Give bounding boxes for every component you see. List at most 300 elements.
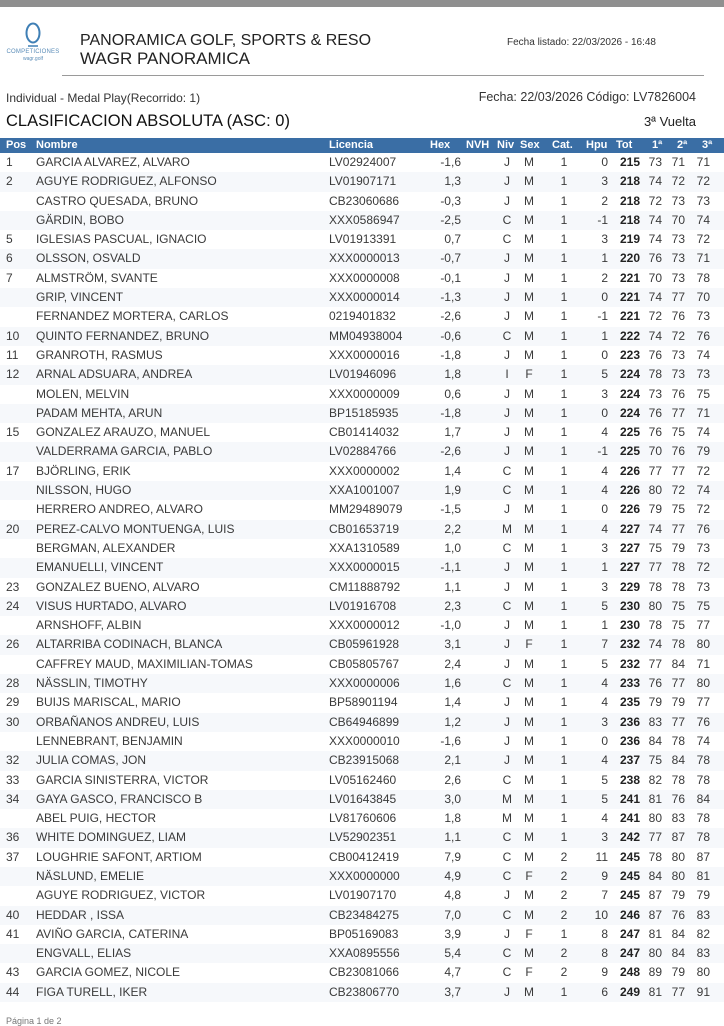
cell-name: GARCIA ALVAREZ, ALVARO: [36, 155, 190, 169]
cell-hex: 1,1: [444, 579, 461, 594]
cell-cat: 1: [560, 637, 568, 652]
header-hpu[interactable]: Hpu: [586, 139, 608, 151]
cell-cat: 1: [560, 521, 568, 536]
cell-round-3: 77: [696, 695, 710, 710]
cell-license: CB23081066: [329, 965, 400, 980]
cell-total: 246: [619, 907, 640, 922]
table-row: [0, 269, 724, 288]
cell-round-2: 70: [671, 212, 685, 227]
cell-name: GÄRDIN, BOBO: [36, 212, 125, 227]
header-tot[interactable]: Tot: [616, 139, 633, 151]
top-bar: [0, 0, 724, 7]
cell-sex: F: [525, 868, 533, 883]
cell-niv: J: [504, 290, 510, 305]
table-row: [0, 771, 724, 790]
round-label: 3ª Vuelta: [643, 114, 696, 129]
table-row: [0, 963, 724, 982]
cell-hex: 1,0: [444, 540, 461, 555]
cell-round-3: 72: [696, 560, 710, 575]
cell-round-3: 74: [696, 347, 710, 362]
cell-license: XXX0000013: [329, 251, 400, 266]
cell-hex: 1,8: [444, 811, 461, 826]
cell-round-2: 76: [671, 907, 685, 922]
cell-name: LOUGHRIE SAFONT, ARTIOM: [36, 849, 202, 864]
cell-sex: M: [524, 463, 534, 478]
cell-total: 226: [619, 463, 640, 478]
cell-license: XXX0000000: [329, 868, 400, 883]
cell-niv: J: [504, 926, 510, 941]
cell-round-3: 78: [696, 753, 710, 768]
cell-sex: M: [524, 676, 534, 691]
cell-hpu: 0: [601, 347, 608, 362]
cell-round-1: 74: [648, 174, 662, 189]
cell-name: NILSSON, HUGO: [36, 483, 132, 498]
cell-cat: 1: [560, 618, 568, 633]
cell-name: GARCIA GOMEZ, NICOLE: [36, 965, 181, 980]
cell-round-1: 78: [648, 367, 662, 382]
cell-sex: F: [525, 367, 533, 382]
cell-hpu: -1: [597, 309, 608, 324]
table-row: [0, 346, 724, 365]
cell-name: ALMSTRÖM, SVANTE: [36, 270, 158, 285]
table-row: [0, 635, 724, 654]
date-code: Fecha: 22/03/2026 Código: LV7826004: [478, 90, 696, 104]
cell-hex: 3,1: [444, 637, 461, 652]
cell-niv: C: [502, 907, 512, 922]
cell-round-2: 73: [671, 193, 685, 208]
cell-sex: M: [524, 618, 534, 633]
cell-round-3: 75: [696, 386, 710, 401]
cell-hpu: 4: [601, 521, 608, 536]
cell-hex: 4,9: [444, 868, 461, 883]
cell-license: LV81760606: [329, 811, 397, 826]
cell-hpu: 3: [601, 714, 608, 729]
cell-round-3: 78: [696, 772, 710, 787]
cell-niv: I: [505, 367, 509, 382]
cell-license: CB00412419: [329, 849, 400, 864]
cell-round-1: 83: [648, 714, 662, 729]
cell-round-3: 79: [696, 444, 710, 459]
cell-cat: 1: [560, 193, 568, 208]
cell-sex: M: [524, 521, 534, 536]
cell-pos: 12: [6, 367, 20, 382]
cell-niv: J: [504, 714, 510, 729]
cell-hex: 1,4: [444, 695, 461, 710]
cell-niv: M: [502, 791, 512, 806]
cell-niv: C: [502, 676, 512, 691]
table-row: [0, 172, 724, 191]
cell-name: ARNAL ADSUARA, ANDREA: [36, 367, 193, 382]
table-row: [0, 751, 724, 770]
header-sex[interactable]: Sex: [520, 139, 540, 151]
cell-round-3: 80: [696, 965, 710, 980]
cell-hpu: 1: [601, 560, 608, 575]
cell-hpu: -1: [597, 212, 608, 227]
cell-round-3: 71: [696, 155, 710, 169]
cell-name: ENGVALL, ELIAS: [36, 946, 132, 961]
cell-hex: 2,6: [444, 772, 461, 787]
cell-total: 224: [619, 367, 640, 382]
cell-niv: J: [504, 579, 510, 594]
cell-license: XXX0000002: [329, 463, 400, 478]
cell-total: 224: [619, 386, 640, 401]
cell-name: GARCIA SINISTERRA, VICTOR: [36, 772, 209, 787]
cell-round-3: 71: [696, 656, 710, 671]
cell-niv: J: [504, 193, 510, 208]
cell-round-3: 73: [696, 309, 710, 324]
cell-round-2: 77: [671, 676, 685, 691]
cell-cat: 1: [560, 483, 568, 498]
cell-hpu: 5: [601, 791, 608, 806]
cell-sex: M: [524, 405, 534, 420]
cell-total: 218: [619, 193, 640, 208]
list-date: Fecha listado: 22/03/2026 - 16:48: [507, 37, 656, 48]
cell-niv: J: [504, 733, 510, 748]
cell-round-1: 79: [648, 502, 662, 517]
cell-round-2: 77: [671, 290, 685, 305]
header-license[interactable]: Licencia: [329, 139, 374, 151]
cell-name: HERRERO ANDREO, ALVARO: [36, 502, 203, 517]
classification-title: CLASIFICACION ABSOLUTA (ASC: 0): [6, 112, 290, 130]
cell-hpu: 0: [601, 155, 608, 169]
cell-hpu: 5: [601, 598, 608, 613]
cell-cat: 1: [560, 598, 568, 613]
cell-round-3: 72: [696, 174, 710, 189]
cell-round-1: 76: [648, 676, 662, 691]
cell-total: 229: [619, 579, 640, 594]
cell-license: BP58901194: [329, 695, 398, 710]
cell-round-3: 74: [696, 483, 710, 498]
table-header: [0, 138, 724, 153]
cell-cat: 1: [560, 733, 568, 748]
cell-hpu: 3: [601, 386, 608, 401]
cell-cat: 1: [560, 772, 568, 787]
header-round-3[interactable]: 3ª: [702, 139, 713, 151]
cell-round-1: 82: [648, 772, 662, 787]
cell-round-1: 80: [648, 598, 662, 613]
cell-license: XXA1001007: [329, 483, 400, 498]
cell-round-1: 76: [648, 425, 662, 440]
cell-round-1: 87: [648, 888, 662, 903]
cell-hex: 1,7: [444, 425, 461, 440]
cell-sex: M: [524, 946, 534, 961]
cell-license: LV52902351: [329, 830, 397, 845]
table-row: [0, 828, 724, 847]
cell-pos: 1: [6, 155, 13, 169]
cell-cat: 1: [560, 676, 568, 691]
cell-license: CB05961928: [329, 637, 400, 652]
cell-name: PEREZ-CALVO MONTUENGA, LUIS: [36, 521, 235, 536]
cell-hpu: 2: [601, 270, 608, 285]
cell-round-3: 78: [696, 811, 710, 826]
cell-hpu: 3: [601, 174, 608, 189]
cell-cat: 1: [560, 251, 568, 266]
cell-name: MOLEN, MELVIN: [36, 386, 130, 401]
cell-name: GRIP, VINCENT: [36, 290, 124, 305]
cell-total: 247: [619, 946, 640, 961]
cell-name: WHITE DOMINGUEZ, LIAM: [36, 830, 186, 845]
cell-name: FERNANDEZ MORTERA, CARLOS: [36, 309, 229, 324]
cell-round-3: 76: [696, 521, 710, 536]
cell-name: ABEL PUIG, HECTOR: [36, 811, 157, 826]
table-row: [0, 404, 724, 423]
cell-sex: M: [524, 753, 534, 768]
cell-hex: 1,1: [444, 830, 461, 845]
cell-sex: M: [524, 155, 534, 169]
competiciones-logo: [4, 22, 62, 72]
cell-hpu: 7: [601, 888, 608, 903]
cell-round-1: 80: [648, 946, 662, 961]
cell-cat: 1: [560, 290, 568, 305]
cell-license: LV01916708: [329, 598, 397, 613]
cell-hpu: 9: [601, 965, 608, 980]
cell-round-2: 87: [671, 830, 685, 845]
cell-round-3: 74: [696, 733, 710, 748]
cell-total: 230: [619, 598, 640, 613]
cell-pos: 34: [6, 791, 20, 806]
cell-name: FIGA TURELL, IKER: [36, 984, 148, 999]
cell-hex: -0,3: [440, 193, 461, 208]
cell-hex: 1,2: [444, 714, 461, 729]
cell-name: OLSSON, OSVALD: [36, 251, 141, 266]
cell-total: 223: [619, 347, 640, 362]
cell-sex: M: [524, 232, 534, 247]
cell-cat: 1: [560, 444, 568, 459]
table-body: [0, 153, 724, 1002]
cell-round-2: 76: [671, 309, 685, 324]
cell-name: QUINTO FERNANDEZ, BRUNO: [36, 328, 210, 343]
cell-cat: 1: [560, 405, 568, 420]
cell-round-1: 77: [648, 463, 662, 478]
table-row: [0, 211, 724, 230]
table-row: [0, 809, 724, 828]
cell-niv: J: [504, 695, 510, 710]
cell-total: 218: [619, 174, 640, 189]
cell-sex: M: [524, 811, 534, 826]
cell-license: LV01907171: [329, 174, 397, 189]
cell-name: GONZALEZ BUENO, ALVARO: [36, 579, 200, 594]
cell-license: LV01907170: [329, 888, 397, 903]
cell-niv: J: [504, 888, 510, 903]
cell-niv: C: [502, 598, 512, 613]
cell-sex: M: [524, 733, 534, 748]
cell-round-3: 82: [696, 926, 710, 941]
cell-pos: 26: [6, 637, 20, 652]
cell-niv: J: [504, 444, 510, 459]
cell-name: GAYA GASCO, FRANCISCO B: [36, 791, 203, 806]
table-row: [0, 732, 724, 751]
cell-round-3: 73: [696, 193, 710, 208]
cell-hex: -0,7: [440, 251, 461, 266]
cell-pos: 44: [6, 984, 20, 999]
cell-pos: 11: [6, 347, 19, 362]
cell-round-1: 74: [648, 637, 662, 652]
cell-sex: M: [524, 309, 534, 324]
cell-pos: 7: [6, 270, 13, 285]
cell-round-3: 77: [696, 618, 710, 633]
cell-cat: 1: [560, 367, 568, 382]
cell-license: LV02884766: [329, 444, 397, 459]
cell-niv: M: [502, 521, 512, 536]
cell-niv: J: [504, 386, 510, 401]
cell-hex: -2,6: [440, 444, 461, 459]
cell-license: CB23060686: [329, 193, 400, 208]
cell-hpu: 5: [601, 656, 608, 671]
cell-license: CB23484275: [329, 907, 400, 922]
cell-round-2: 72: [671, 174, 685, 189]
cell-pos: 15: [6, 425, 20, 440]
cell-name: BJÖRLING, ERIK: [36, 463, 131, 478]
cell-license: XXX0000015: [329, 560, 400, 575]
cell-total: 238: [619, 772, 640, 787]
cell-hpu: 5: [601, 367, 608, 382]
cell-round-1: 81: [648, 791, 662, 806]
cell-round-1: 77: [648, 830, 662, 845]
cell-sex: M: [524, 212, 534, 227]
cell-round-1: 81: [648, 984, 662, 999]
cell-cat: 2: [560, 907, 568, 922]
cell-round-1: 74: [648, 521, 662, 536]
table-row: [0, 500, 724, 519]
cell-total: 242: [619, 830, 640, 845]
cell-sex: M: [524, 984, 534, 999]
header-round-1[interactable]: 1ª: [652, 139, 663, 151]
cell-total: 227: [619, 540, 640, 555]
cell-cat: 1: [560, 386, 568, 401]
cell-round-2: 75: [671, 425, 685, 440]
header-round-2[interactable]: 2ª: [677, 139, 688, 151]
cell-round-3: 87: [696, 849, 710, 864]
cell-hpu: 9: [601, 868, 608, 883]
cell-pos: 33: [6, 772, 20, 787]
cell-license: CM11888792: [329, 579, 401, 594]
header-pos[interactable]: Pos: [6, 139, 27, 151]
cell-total: 232: [619, 656, 640, 671]
cell-hex: -2,6: [440, 309, 461, 324]
cell-license: MM04938004: [329, 328, 403, 343]
cell-hex: -1,1: [440, 560, 461, 575]
cell-niv: J: [504, 174, 510, 189]
cell-sex: M: [524, 444, 534, 459]
cell-cat: 1: [560, 753, 568, 768]
cell-sex: M: [524, 598, 534, 613]
header-niv[interactable]: Niv: [497, 139, 515, 151]
cell-cat: 1: [560, 714, 568, 729]
table-row: [0, 230, 724, 249]
header-cat[interactable]: Cat.: [552, 139, 573, 151]
header-name[interactable]: Nombre: [36, 139, 78, 151]
cell-license: LV05162460: [329, 772, 397, 787]
cell-pos: 2: [6, 174, 13, 189]
cell-round-3: 70: [696, 290, 710, 305]
cell-pos: 30: [6, 714, 20, 729]
cell-sex: F: [525, 637, 533, 652]
cell-niv: C: [502, 849, 512, 864]
table-row: [0, 539, 724, 558]
cell-round-1: 78: [648, 849, 662, 864]
table-row: [0, 307, 724, 326]
cell-hpu: 0: [601, 405, 608, 420]
table-row: [0, 925, 724, 944]
cell-hpu: 8: [601, 926, 608, 941]
cell-hex: 4,8: [444, 888, 461, 903]
cell-total: 225: [619, 425, 640, 440]
table-row: [0, 481, 724, 500]
cell-sex: M: [524, 791, 534, 806]
cell-round-1: 76: [648, 251, 662, 266]
cell-niv: J: [504, 753, 510, 768]
cell-round-1: 74: [648, 232, 662, 247]
cell-total: 221: [619, 309, 640, 324]
cell-total: 241: [619, 811, 640, 826]
cell-round-1: 78: [648, 579, 662, 594]
cell-sex: M: [524, 174, 534, 189]
cell-sex: M: [524, 251, 534, 266]
cell-round-2: 80: [671, 849, 685, 864]
cell-total: 224: [619, 405, 640, 420]
cell-sex: M: [524, 502, 534, 517]
cell-sex: F: [525, 965, 533, 980]
cell-round-2: 84: [671, 753, 685, 768]
cell-hpu: 3: [601, 540, 608, 555]
cell-round-2: 79: [671, 695, 685, 710]
cell-round-1: 74: [648, 328, 662, 343]
cell-round-3: 71: [696, 251, 710, 266]
cell-round-3: 81: [696, 868, 710, 883]
cell-niv: J: [504, 502, 510, 517]
cell-round-2: 79: [671, 965, 685, 980]
cell-round-2: 79: [671, 540, 685, 555]
cell-name: ALTARRIBA CODINACH, BLANCA: [36, 637, 223, 652]
cell-license: BP05169083: [329, 926, 399, 941]
cell-license: CB01414032: [329, 425, 400, 440]
cell-round-1: 79: [648, 695, 662, 710]
cell-sex: M: [524, 347, 534, 362]
cell-total: 221: [619, 270, 640, 285]
header-nvh[interactable]: NVH: [466, 139, 490, 151]
cell-hex: 3,0: [444, 791, 461, 806]
cell-name: LENNEBRANT, BENJAMIN: [36, 733, 183, 748]
cell-sex: M: [524, 907, 534, 922]
cell-round-3: 79: [696, 888, 710, 903]
cell-sex: M: [524, 540, 534, 555]
cell-round-3: 83: [696, 907, 710, 922]
cell-round-2: 83: [671, 811, 685, 826]
cell-pos: 29: [6, 695, 20, 710]
cell-sex: M: [524, 830, 534, 845]
cell-cat: 1: [560, 560, 568, 575]
cell-sex: M: [524, 483, 534, 498]
cell-hex: 2,1: [444, 753, 461, 768]
cell-sex: M: [524, 695, 534, 710]
cell-hpu: -1: [597, 444, 608, 459]
cell-total: 218: [619, 212, 640, 227]
cell-round-1: 75: [648, 753, 662, 768]
cell-pos: 40: [6, 907, 20, 922]
cell-cat: 2: [560, 868, 568, 883]
cell-niv: J: [504, 425, 510, 440]
cell-hex: -1,3: [440, 290, 461, 305]
cell-hpu: 0: [601, 502, 608, 517]
cell-license: LV01913391: [329, 232, 397, 247]
cell-round-3: 73: [696, 540, 710, 555]
cell-round-2: 77: [671, 714, 685, 729]
cell-license: XXX0586947: [329, 212, 400, 227]
cell-license: LV02924007: [329, 155, 397, 169]
header-hex[interactable]: Hex: [430, 139, 451, 151]
cell-hpu: 1: [601, 618, 608, 633]
cell-sex: M: [524, 328, 534, 343]
